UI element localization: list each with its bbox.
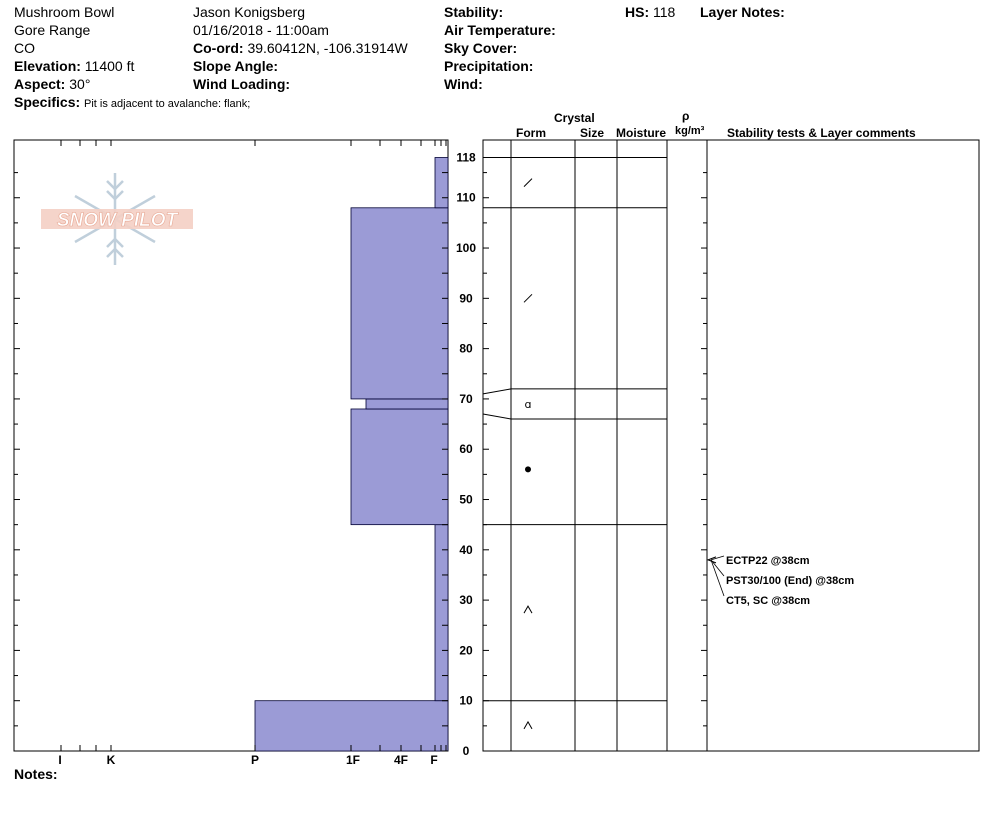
elevation-label: Elevation: — [14, 58, 81, 74]
aspect-label: Aspect: — [14, 76, 66, 92]
stability-tests-header: Stability tests & Layer comments — [727, 126, 916, 140]
observation-datetime: 01/16/2018 - 11:00am — [193, 22, 329, 38]
stability-label: Stability: — [444, 4, 504, 20]
hardness-tick-label: K — [106, 753, 116, 767]
stability-test-leader — [711, 560, 724, 596]
elevation-value: 11400 ft — [84, 58, 135, 74]
mountain-range: Gore Range — [14, 22, 91, 38]
wind-loading-label: Wind Loading: — [193, 76, 291, 92]
aspect-value: 30° — [69, 76, 91, 92]
moisture-header: Moisture — [616, 126, 667, 140]
hardness-tick-label: I — [58, 753, 62, 767]
depth-hoar-symbol — [524, 722, 532, 729]
faceted-rounded-symbol: ɑ — [524, 397, 532, 411]
layer-notes-label: Layer Notes: — [700, 4, 785, 20]
stability-test-annotations — [708, 555, 854, 607]
depth-tick-label: 30 — [459, 593, 473, 608]
hardness-bar — [435, 525, 448, 701]
hs-value: 118 — [653, 4, 676, 20]
observer-name: Jason Konigsberg — [193, 4, 306, 20]
stability-test-label: CT5, SC @38cm — [726, 595, 811, 607]
coord-value: 39.60412N, -106.31914W — [247, 40, 408, 56]
specifics-value: Pit is adjacent to avalanche: flank; — [84, 98, 251, 110]
hardness-bar — [255, 701, 448, 751]
depth-tick-label: 40 — [459, 542, 473, 557]
rho-header: ρ — [682, 109, 690, 123]
hardness-bar — [351, 208, 448, 399]
density-unit-header: kg/m³ — [675, 125, 705, 137]
depth-tick-label: 50 — [459, 492, 473, 507]
hardness-tick-label: 4F — [393, 753, 409, 767]
depth-tick-label: 80 — [459, 341, 473, 356]
state: CO — [14, 40, 35, 56]
layer-table-columns — [511, 140, 707, 751]
air-temperature-label: Air Temperature: — [444, 22, 556, 38]
specifics-label: Specifics: — [14, 94, 81, 110]
hs-label: HS: — [625, 4, 650, 20]
form-header: Form — [516, 126, 546, 140]
logo-text: SNOW PILOT — [56, 210, 178, 231]
precipitation-label: Precipitation: — [444, 58, 534, 74]
wind-label: Wind: — [444, 76, 483, 92]
hardness-bars — [255, 158, 448, 752]
sky-cover-label: Sky Cover: — [444, 40, 518, 56]
depth-tick-label: 60 — [459, 442, 473, 457]
hardness-bar — [435, 158, 448, 208]
grain-form-symbols — [524, 179, 532, 729]
hardness-bar — [351, 409, 448, 525]
crystal-header: Crystal — [554, 111, 595, 125]
stability-test-leader — [711, 560, 724, 576]
decomposing-fragment-symbol — [524, 179, 532, 187]
hardness-tick-label: P — [250, 753, 260, 767]
depth-hoar-symbol — [524, 606, 532, 613]
depth-tick-label: 90 — [459, 291, 473, 306]
hardness-tick-label: F — [430, 753, 438, 767]
depth-tick-label: 118 — [456, 150, 476, 165]
layer-boundary-connector — [483, 389, 511, 394]
depth-tick-label: 70 — [459, 391, 473, 406]
depth-tick-label: 10 — [459, 693, 473, 708]
snowpilot-logo — [41, 173, 193, 265]
slope-angle-label: Slope Angle: — [193, 58, 279, 74]
layer-table-frame — [483, 140, 979, 751]
stability-test-label: ECTP22 @38cm — [726, 555, 810, 567]
melt-form-symbol — [525, 466, 531, 472]
depth-tick-label: 100 — [455, 241, 477, 256]
coord-label: Co-ord: — [193, 40, 244, 56]
location-name: Mushroom Bowl — [14, 4, 115, 20]
layer-boundary-connector — [483, 414, 511, 419]
depth-tick-label: 0 — [462, 744, 470, 758]
stability-test-label: PST30/100 (End) @38cm — [726, 575, 855, 587]
depth-tick-label: 110 — [456, 190, 476, 205]
hardness-bar — [366, 399, 448, 409]
decomposing-fragment-symbol — [524, 294, 532, 302]
notes-label: Notes: — [14, 766, 58, 782]
depth-tick-label: 20 — [459, 643, 473, 658]
size-header: Size — [580, 126, 605, 140]
hardness-tick-label: 1F — [345, 753, 361, 767]
